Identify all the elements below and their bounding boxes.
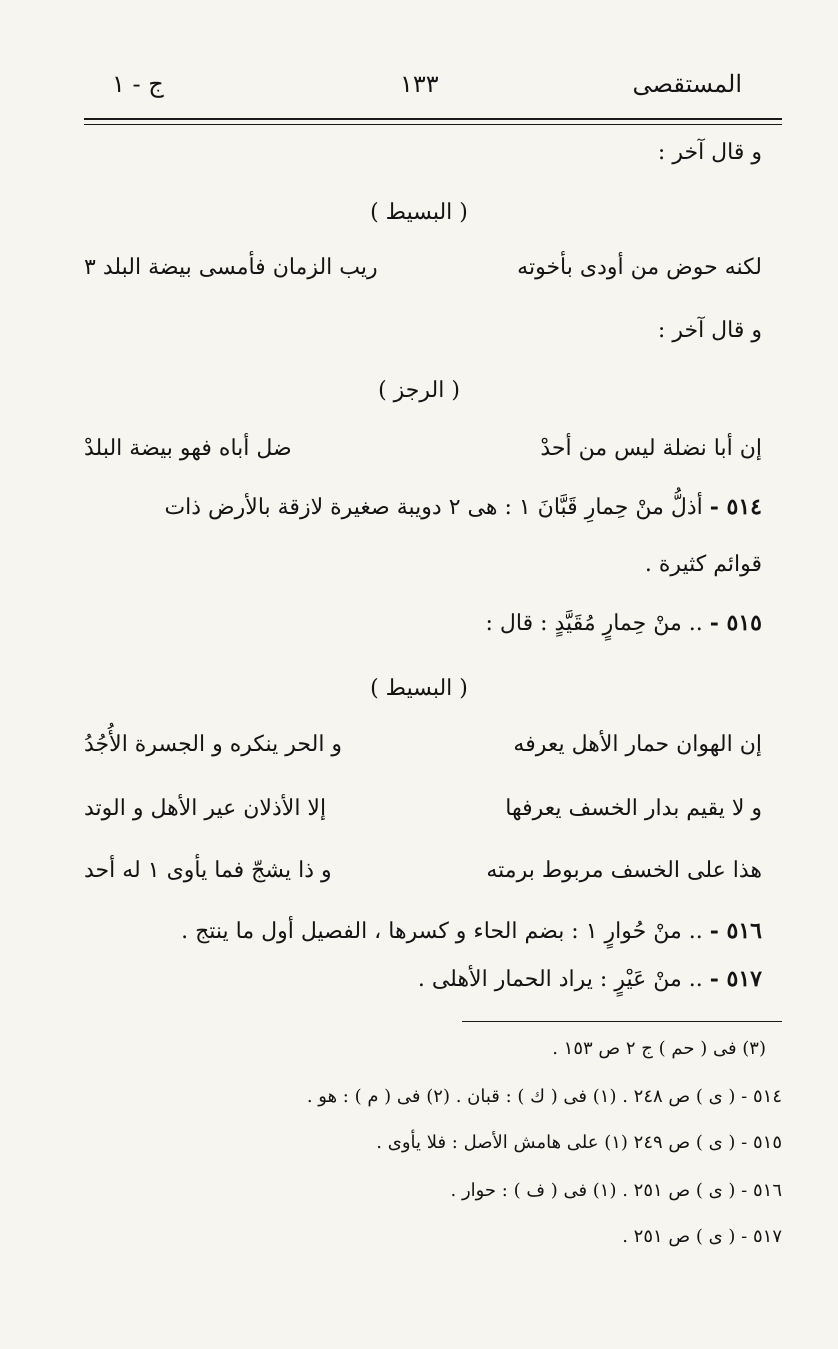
verse-hemistich: إن أبا نضلة ليس من أحدْ — [540, 436, 762, 461]
verse-hemistich: و الحر ينكره و الجسرة الأُجُدُ — [84, 732, 343, 757]
entry-number: ٥١٧ - — [709, 966, 762, 992]
footnote: ٥١٤ - ( ى ) ص ٢٤٨ . (١) فى ( ك ) : قبان . (٢) فى ( م ) : هو . — [306, 1086, 782, 1107]
entry-text: أذلُّ منْ حِمارِ قَبَّانَ ١ : هى ٢ دويبة صغيرة لازقة بالأرض ذات — [164, 495, 703, 520]
footnote: ٥١٦ - ( ى ) ص ٢٥١ . (١) فى ( ف ) : حوار . — [450, 1180, 782, 1201]
verse-line — [84, 858, 762, 883]
meter-label: ( البسيط ) — [370, 200, 468, 225]
verse-hemistich: هذا على الخسف مربوط برمته — [486, 858, 762, 883]
proverb-entry — [164, 494, 762, 520]
verse-line — [84, 796, 762, 821]
intro-line: و قال آخر : — [657, 140, 762, 165]
verse-hemistich: ريب الزمان فأمسى بيضة البلد ٣ — [84, 255, 378, 280]
entry-number: ٥١٤ - — [709, 494, 762, 520]
header-rule — [84, 118, 782, 120]
proverb-entry — [181, 918, 762, 944]
footnote: (٣) فى ( حم ) ج ٢ ص ١٥٣ . — [552, 1038, 766, 1059]
verse-hemistich: و ذا يشجّ فما يأوى ١ له أحد — [84, 858, 332, 883]
page-number: ١٣٣ — [400, 70, 439, 98]
verse-line — [84, 436, 762, 461]
entry-text: .. منْ حِمارٍ مُقَيَّدٍ : قال : — [485, 611, 703, 636]
footnote: ٥١٥ - ( ى ) ص ٢٤٩ (١) على هامش الأصل : فلا يأوى . — [376, 1132, 782, 1153]
footnote-rule — [462, 1021, 782, 1022]
entry-text: .. منْ عَيْرٍ : يراد الحمار الأهلى . — [417, 967, 703, 992]
proverb-entry — [486, 610, 763, 636]
entry-number: ٥١٥ - — [709, 610, 762, 636]
verse-hemistich: إلا الأذلان عير الأهل و الوتد — [84, 796, 327, 821]
meter-label: ( البسيط ) — [370, 676, 468, 701]
intro-line: و قال آخر : — [657, 318, 762, 343]
entry-continuation: قوائم كثيرة . — [644, 552, 762, 577]
entry-text: .. منْ حُوارٍ ١ : بضم الحاء و كسرها ، الفصيل أول ما ينتج . — [181, 919, 703, 944]
verse-line — [84, 732, 762, 757]
entry-number: ٥١٦ - — [709, 918, 762, 944]
proverb-entry — [418, 966, 762, 992]
volume-label: ج - ١ — [112, 70, 164, 98]
verse-hemistich: لكنه حوض من أودى بأخوته — [517, 255, 762, 280]
running-title: المستقصى — [632, 70, 742, 98]
header-rule-thin — [84, 124, 782, 125]
verse-hemistich: ضل أباه فهو بيضة البلدْ — [84, 436, 292, 461]
verse-hemistich: إن الهوان حمار الأهل يعرفه — [513, 732, 762, 757]
footnote: ٥١٧ - ( ى ) ص ٢٥١ . — [622, 1226, 782, 1247]
verse-hemistich: و لا يقيم بدار الخسف يعرفها — [505, 796, 762, 821]
meter-label: ( الرجز ) — [378, 378, 460, 403]
verse-line — [84, 255, 762, 280]
